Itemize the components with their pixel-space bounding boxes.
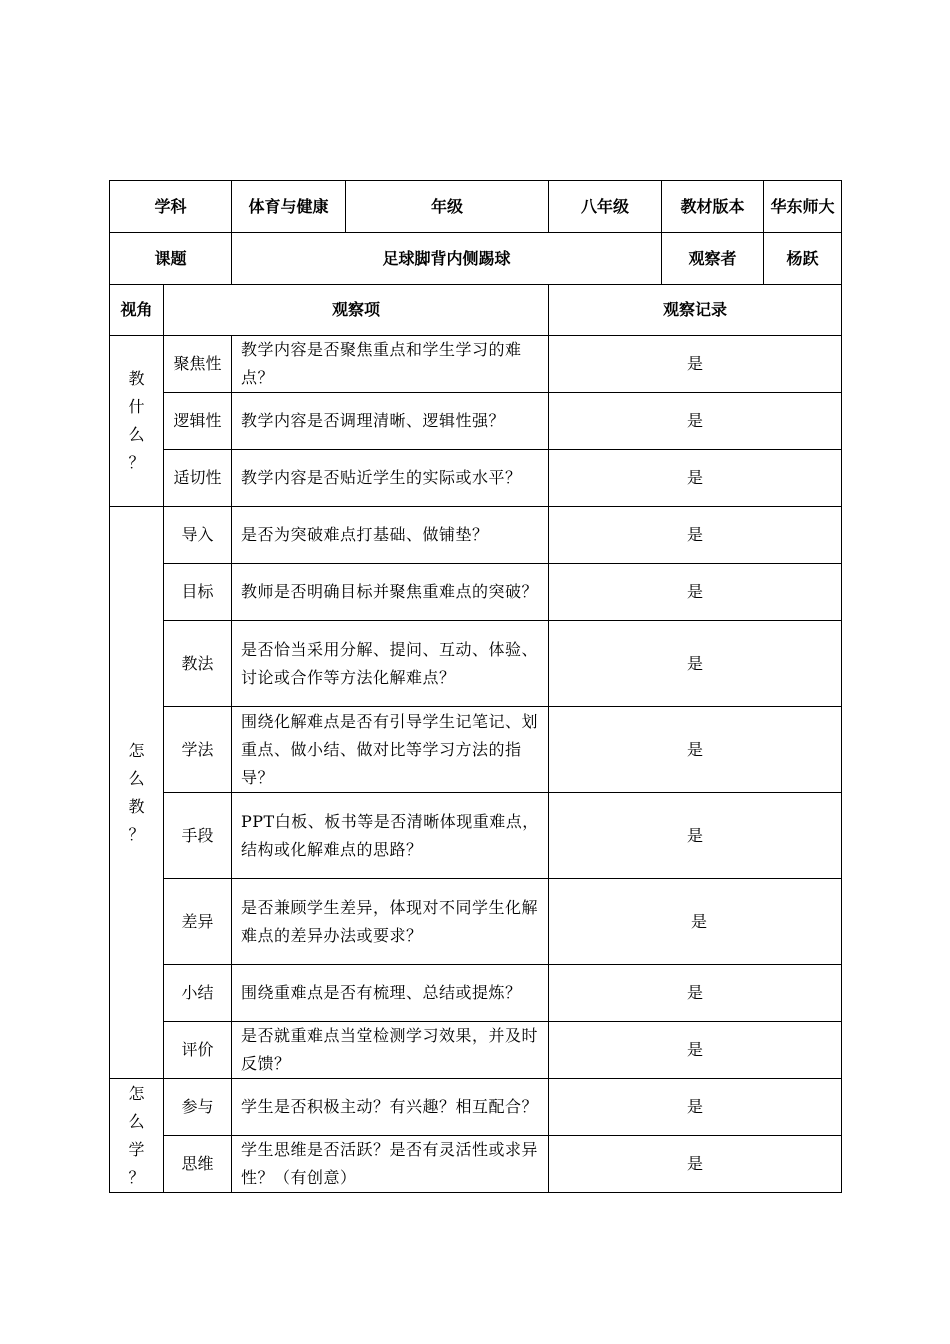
item-description: 是否为突破难点打基础、做铺垫？ — [232, 507, 549, 564]
item-name: 教法 — [164, 621, 232, 707]
record-value: 是 — [549, 707, 842, 793]
item-description: PPT白板、板书等是否清晰体现重难点，结构或化解难点的思路？ — [232, 793, 549, 879]
subject-value-text: 体育与健康 — [232, 181, 346, 232]
item-description: 学生思维是否活跃？是否有灵活性或求异性？（有创意） — [232, 1136, 549, 1193]
table-row — [110, 336, 842, 393]
angle-column-header: 视角 — [110, 285, 164, 336]
item-description: 教师是否明确目标并聚焦重难点的突破？ — [232, 564, 549, 621]
angle-cell-what: 教 什 么 ？ — [110, 336, 164, 507]
subject-value — [232, 181, 549, 233]
item-name: 聚焦性 — [164, 336, 232, 393]
grade-label: 年级 — [431, 196, 464, 216]
item-description: 是否兼顾学生差异，体现对不同学生化解难点的差异办法或要求？ — [232, 879, 549, 965]
table-row — [110, 450, 842, 507]
item-description: 教学内容是否贴近学生的实际或水平？ — [232, 450, 549, 507]
table-row — [110, 879, 842, 965]
item-name: 思维 — [164, 1136, 232, 1193]
record-value: 是 — [549, 564, 842, 621]
table-row — [110, 507, 842, 564]
table-row — [110, 1022, 842, 1079]
edition-cell — [662, 181, 842, 233]
observer-cell — [662, 233, 842, 285]
record-value: 是 — [549, 965, 842, 1022]
item-description: 教学内容是否调理清晰、逻辑性强？ — [232, 393, 549, 450]
record-column-header: 观察记录 — [549, 285, 842, 336]
record-value: 是 — [549, 336, 842, 393]
observer-value: 杨跃 — [786, 248, 819, 268]
record-value: 是 — [549, 879, 842, 965]
item-column-header: 观察项 — [164, 285, 549, 336]
angle-cell-how-learn: 怎 么 学 ？ — [110, 1079, 164, 1193]
column-header-row — [110, 285, 842, 336]
table-row — [110, 793, 842, 879]
table-row — [110, 1136, 842, 1193]
header-row-1 — [110, 181, 842, 233]
item-name: 适切性 — [164, 450, 232, 507]
table-row — [110, 1079, 842, 1136]
table-row — [110, 564, 842, 621]
item-description: 围绕重难点是否有梳理、总结或提炼？ — [232, 965, 549, 1022]
item-name: 评价 — [164, 1022, 232, 1079]
item-description: 是否恰当采用分解、提问、互动、体验、讨论或合作等方法化解难点？ — [232, 621, 549, 707]
table-row — [110, 621, 842, 707]
angle-cell-how-teach: 怎 么 教 ？ — [110, 507, 164, 1079]
item-description: 学生是否积极主动？有兴趣？相互配合？ — [232, 1079, 549, 1136]
record-value: 是 — [549, 621, 842, 707]
record-value: 是 — [549, 1079, 842, 1136]
observer-label: 观察者 — [662, 233, 764, 284]
table-row — [110, 393, 842, 450]
item-name: 参与 — [164, 1079, 232, 1136]
item-name: 目标 — [164, 564, 232, 621]
record-value: 是 — [549, 793, 842, 879]
item-description: 围绕化解难点是否有引导学生记笔记、划重点、做小结、做对比等学习方法的指导？ — [232, 707, 549, 793]
item-name: 逻辑性 — [164, 393, 232, 450]
item-name: 学法 — [164, 707, 232, 793]
item-description: 是否就重难点当堂检测学习效果，并及时反馈？ — [232, 1022, 549, 1079]
topic-label: 课题 — [110, 233, 232, 285]
record-value: 是 — [549, 393, 842, 450]
item-name: 差异 — [164, 879, 232, 965]
record-value: 是 — [549, 1022, 842, 1079]
grade-value: 八年级 — [549, 181, 662, 233]
item-name: 手段 — [164, 793, 232, 879]
record-value: 是 — [549, 1136, 842, 1193]
record-value: 是 — [549, 507, 842, 564]
observation-table — [109, 180, 842, 1193]
item-name: 导入 — [164, 507, 232, 564]
record-value: 是 — [549, 450, 842, 507]
header-row-2 — [110, 233, 842, 285]
subject-label: 学科 — [110, 181, 232, 233]
edition-label: 教材版本 — [662, 181, 764, 232]
topic-value: 足球脚背内侧踢球 — [232, 233, 662, 285]
item-name: 小结 — [164, 965, 232, 1022]
table-row — [110, 965, 842, 1022]
edition-value: 华东师大 — [770, 196, 835, 216]
item-description: 教学内容是否聚焦重点和学生学习的难点？ — [232, 336, 549, 393]
table-row — [110, 707, 842, 793]
